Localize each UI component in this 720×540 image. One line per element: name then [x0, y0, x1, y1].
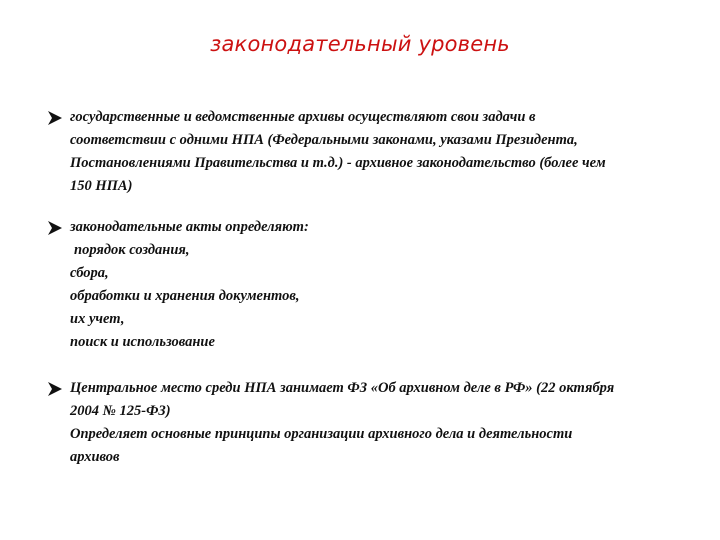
bullet-line: 150 НПА)	[70, 178, 133, 194]
bullet-line: 2004 № 125-ФЗ)	[70, 403, 171, 419]
bullet-text	[70, 377, 686, 469]
bullet-line: Определяет основные принципы организации архивного дела и деятельности	[70, 426, 573, 442]
slide-title: законодательный уровень	[210, 32, 510, 56]
bullet-line: соответствии с одними НПА (Федеральными законами, указами Президента,	[70, 132, 578, 148]
list-item: их учет,	[70, 311, 125, 327]
bullet-text	[70, 106, 686, 198]
list-item: поиск и использование	[70, 334, 215, 350]
arrow-bullet-icon	[46, 109, 64, 127]
arrow-bullet-icon	[46, 380, 64, 398]
list-item: обработки и хранения документов,	[70, 288, 300, 304]
list-item: порядок создания,	[74, 242, 190, 258]
bullet-line: государственные и ведомственные архивы осуществляют свои задачи в	[70, 109, 536, 125]
arrow-bullet-icon	[46, 219, 64, 237]
bullet-heading: законодательные акты определяют:	[70, 219, 309, 235]
bullet-line: Центральное место среди НПА занимает ФЗ «Об архивном деле в РФ» (22 октября	[70, 380, 615, 396]
bullet-line: Постановлениями Правительства и т.д.) - архивное законодательство (более чем	[70, 155, 606, 171]
list-item: сбора,	[70, 265, 109, 281]
bullet-line: архивов	[70, 449, 120, 465]
bullet-text	[70, 216, 686, 354]
bullet-item	[46, 377, 686, 469]
bullet-item	[46, 106, 686, 198]
bullet-item	[46, 216, 686, 354]
